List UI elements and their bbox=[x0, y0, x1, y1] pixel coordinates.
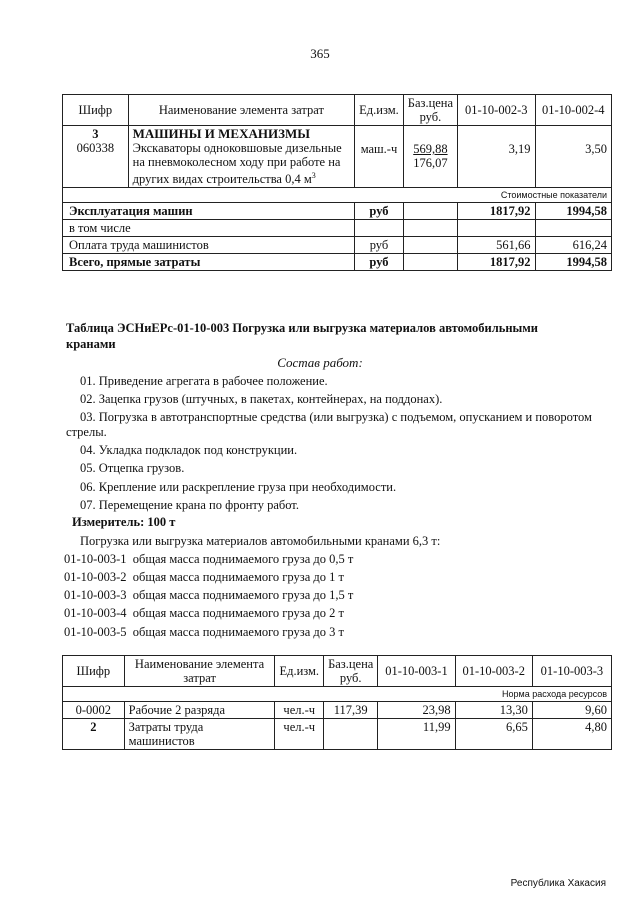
header-cell: 01-10-003-1 bbox=[378, 656, 455, 687]
value-cell: 4,80 bbox=[532, 719, 611, 750]
summary-name: в том числе bbox=[63, 220, 355, 237]
header-cell: 01-10-003-3 bbox=[532, 656, 611, 687]
value-cell: 9,60 bbox=[532, 702, 611, 719]
work-item: 04. Укладка подкладок под конструкции. bbox=[80, 443, 298, 457]
value-cell: 3,19 bbox=[458, 126, 535, 188]
summary-empty bbox=[403, 254, 457, 271]
row-name: Рабочие 2 разряда bbox=[124, 702, 275, 719]
value-cell: 6,65 bbox=[455, 719, 532, 750]
value-cell: 3,50 bbox=[535, 126, 612, 188]
table-row bbox=[63, 126, 612, 188]
work-item: 02. Зацепка грузов (штучных, в пакетах, контейнерах, на поддонах). bbox=[80, 392, 443, 406]
price-line: 569,88 bbox=[413, 142, 448, 156]
value-cell: 11,99 bbox=[378, 719, 455, 750]
summary-empty bbox=[403, 220, 457, 237]
summary-value: 1994,58 bbox=[535, 203, 612, 220]
row-price: 117,39 bbox=[324, 702, 378, 719]
row-name bbox=[128, 126, 355, 188]
header-cell: 01-10-002-4 bbox=[535, 95, 612, 126]
code-line: 01-10-003-2 общая масса поднимаемого груза до 1 т bbox=[64, 570, 344, 584]
work-item: 03. Погрузка в автотранспортные средства (или выгрузка) с подъемом, опусканием и поворотом bbox=[80, 410, 592, 424]
row-price bbox=[324, 719, 378, 750]
code-line: 01-10-003-4 общая масса поднимаемого груза до 2 т bbox=[64, 606, 344, 620]
resource-code: 060338 bbox=[76, 141, 115, 155]
summary-row bbox=[63, 220, 612, 237]
footer-region: Республика Хакасия bbox=[510, 878, 606, 889]
summary-empty bbox=[403, 237, 457, 254]
summary-value bbox=[535, 220, 612, 237]
header-cell: Наименование элемента затрат bbox=[128, 95, 355, 126]
work-item: 07. Перемещение крана по фронту работ. bbox=[80, 498, 299, 512]
section-title bbox=[66, 320, 586, 352]
table-header-row bbox=[63, 656, 612, 687]
summary-name: Всего, прямые затраты bbox=[63, 254, 355, 271]
caption-row bbox=[63, 687, 612, 702]
work-heading: Состав работ: bbox=[277, 355, 363, 370]
code-line: 01-10-003-1 общая масса поднимаемого груза до 0,5 т bbox=[64, 552, 354, 566]
summary-name: Оплата труда машинистов bbox=[63, 237, 355, 254]
row-unit: маш.-ч bbox=[355, 126, 404, 188]
summary-unit: руб bbox=[355, 237, 404, 254]
name-line: на пневмоколесном ходу при работе на bbox=[132, 155, 341, 169]
section-heading: МАШИНЫ И МЕХАНИЗМЫ bbox=[132, 126, 310, 141]
table-row bbox=[63, 719, 612, 750]
header-cell: Баз.цена руб. bbox=[403, 95, 457, 126]
table-row bbox=[63, 702, 612, 719]
summary-value: 1994,58 bbox=[535, 254, 612, 271]
norm-caption: Норма расхода ресурсов bbox=[63, 687, 612, 702]
header-cell: Шифр bbox=[63, 95, 129, 126]
code-line: 01-10-003-5 общая масса поднимаемого груза до 3 т bbox=[64, 625, 344, 639]
caption-row bbox=[63, 188, 612, 203]
header-cell: Наименование элемента затрат bbox=[124, 656, 275, 687]
summary-row bbox=[63, 203, 612, 220]
measure-unit: Измеритель: 100 т bbox=[72, 515, 176, 529]
code-line: 01-10-003-3 общая масса поднимаемого груза до 1,5 т bbox=[64, 588, 354, 602]
page-number: 365 bbox=[310, 46, 330, 61]
work-item: 05. Отцепка грузов. bbox=[80, 461, 185, 475]
row-code bbox=[63, 126, 129, 188]
header-cell: 01-10-003-2 bbox=[455, 656, 532, 687]
machines-table bbox=[62, 94, 612, 271]
summary-row bbox=[63, 254, 612, 271]
summary-value: 616,24 bbox=[535, 237, 612, 254]
name-line: других видах строительства 0,4 $м^3$ bbox=[132, 171, 316, 187]
section-title-line: кранами bbox=[66, 337, 116, 351]
work-item: стрелы. bbox=[66, 425, 107, 439]
summary-value: 561,66 bbox=[458, 237, 535, 254]
summary-unit: руб bbox=[355, 203, 404, 220]
row-price bbox=[403, 126, 457, 188]
summary-unit: руб bbox=[355, 254, 404, 271]
summary-row bbox=[63, 237, 612, 254]
section-code: 3 bbox=[92, 127, 99, 141]
summary-name: Эксплуатация машин bbox=[63, 203, 355, 220]
summary-value bbox=[458, 220, 535, 237]
work-item: 06. Крепление или раскрепление груза при необходимости. bbox=[80, 480, 397, 494]
summary-empty bbox=[403, 203, 457, 220]
row-unit: чел.-ч bbox=[275, 702, 324, 719]
cost-caption: Стоимостные показатели bbox=[63, 188, 612, 203]
header-cell: Ед.изм. bbox=[355, 95, 404, 126]
labor-table bbox=[62, 655, 612, 750]
value-cell: 23,98 bbox=[378, 702, 455, 719]
header-cell: Шифр bbox=[63, 656, 125, 687]
table-header-row bbox=[63, 95, 612, 126]
summary-unit bbox=[355, 220, 404, 237]
row-code: 2 bbox=[63, 719, 125, 750]
section-title-line: Таблица ЭСНиЕРс-01-10-003 Погрузка или выгрузка материалов автомобильными bbox=[66, 321, 539, 335]
header-cell: 01-10-002-3 bbox=[458, 95, 535, 126]
row-unit: чел.-ч bbox=[275, 719, 324, 750]
summary-value: 1817,92 bbox=[458, 254, 535, 271]
price-line: 176,07 bbox=[413, 156, 448, 170]
header-cell: Ед.изм. bbox=[275, 656, 324, 687]
summary-value: 1817,92 bbox=[458, 203, 535, 220]
name-line: Экскаваторы одноковшовые дизельные bbox=[132, 141, 342, 155]
work-item: 01. Приведение агрегата в рабочее положение. bbox=[80, 374, 328, 388]
row-name: Затраты труда машинистов bbox=[124, 719, 275, 750]
row-code: 0-0002 bbox=[63, 702, 125, 719]
header-cell: Баз.цена руб. bbox=[324, 656, 378, 687]
value-cell: 13,30 bbox=[455, 702, 532, 719]
intro-text: Погрузка или выгрузка материалов автомобильными кранами 6,3 т: bbox=[80, 534, 441, 548]
